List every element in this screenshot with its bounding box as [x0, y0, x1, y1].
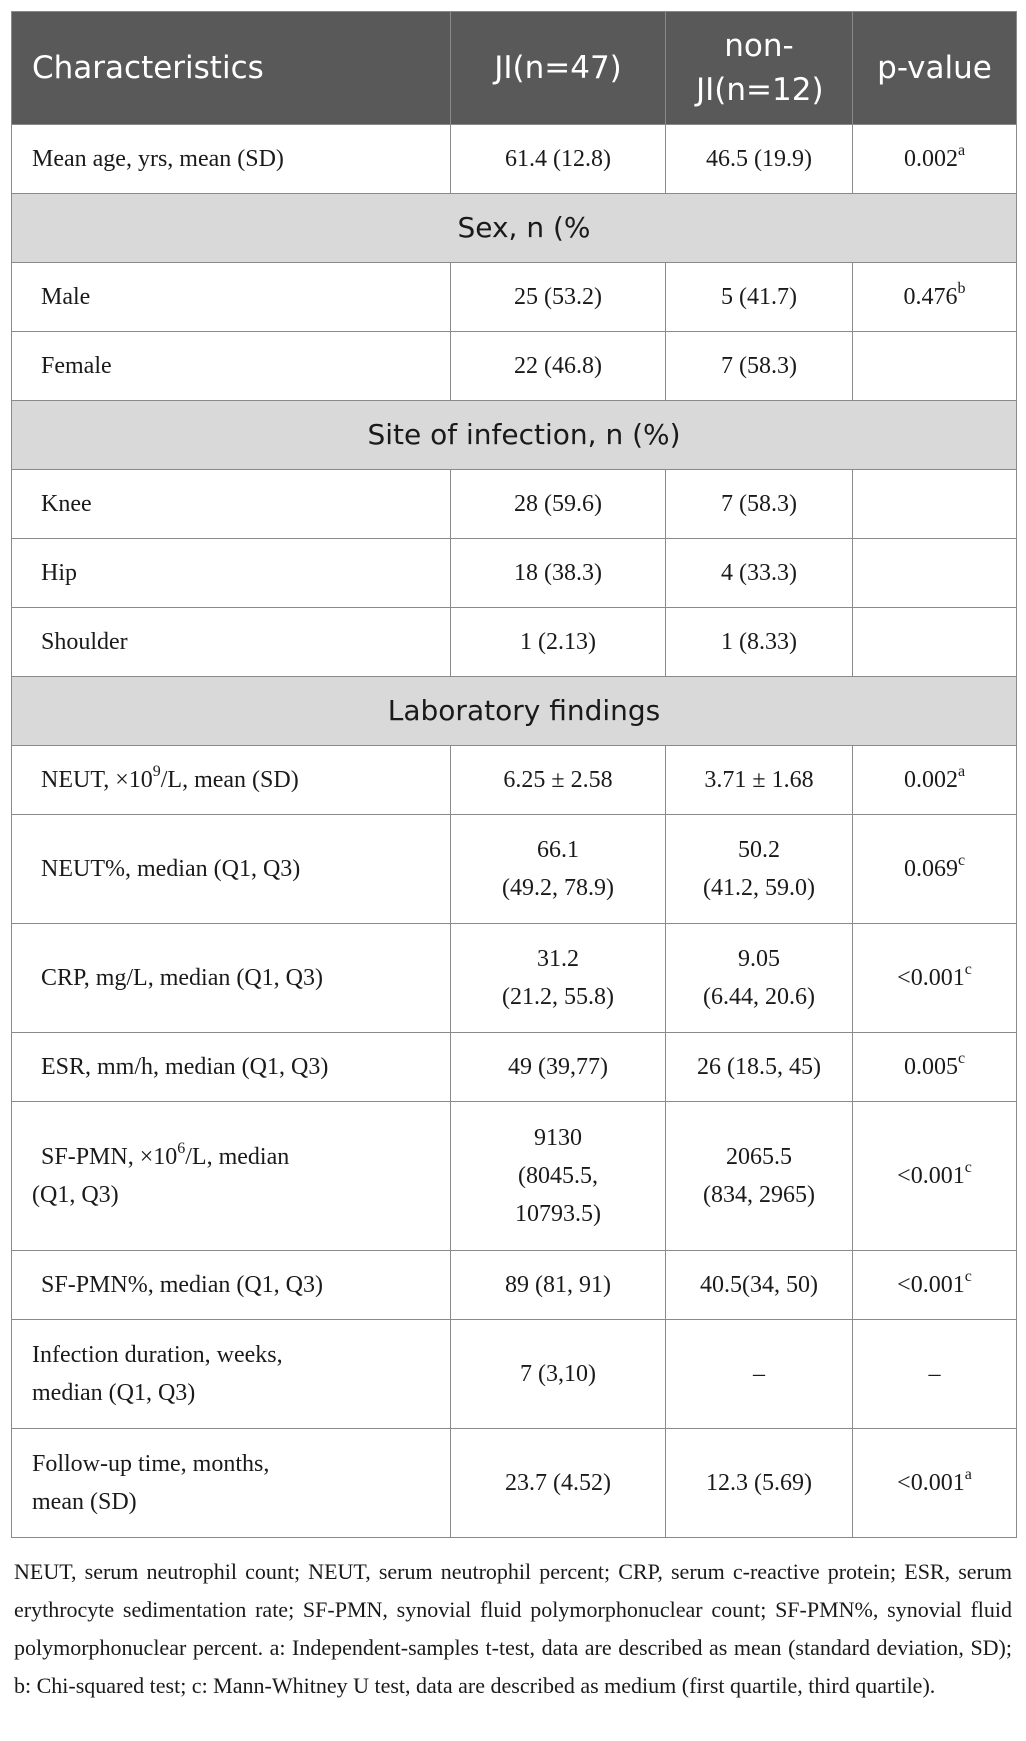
table-row-infection-duration	[12, 1320, 1017, 1429]
p-value-footnote-mark: c	[957, 852, 966, 869]
non-ji-value: 5 (41.7)	[666, 263, 853, 332]
p-value-footnote-mark: c	[957, 1050, 966, 1067]
ji-value: 18 (38.3)	[451, 539, 666, 608]
ji-quartiles: (49.2, 78.9)	[502, 875, 614, 901]
p-value: –	[853, 1320, 1017, 1429]
non-ji-value: –	[666, 1320, 853, 1429]
row-label: CRP, mg/L, median (Q1, Q3)	[12, 924, 451, 1033]
p-value-footnote-mark: a	[957, 142, 966, 159]
p-value-cell	[853, 1429, 1017, 1538]
p-value-cell	[853, 746, 1017, 815]
row-label	[12, 1320, 451, 1429]
table-row-neut-pct	[12, 815, 1017, 924]
non-ji-value: 46.5 (19.9)	[666, 125, 853, 194]
row-label: Male	[12, 263, 451, 332]
p-value-cell	[853, 815, 1017, 924]
ji-quartiles: (8045.5,	[518, 1163, 598, 1189]
p-value-cell	[853, 125, 1017, 194]
p-value	[853, 470, 1017, 539]
non-ji-value: 12.3 (5.69)	[666, 1429, 853, 1538]
header-ji: JI(n=47)	[451, 12, 666, 125]
non-ji-median: 9.05	[738, 946, 780, 972]
ji-value	[451, 924, 666, 1033]
row-label	[12, 1429, 451, 1538]
ji-median: 9130	[534, 1125, 582, 1151]
ji-value: 23.7 (4.52)	[451, 1429, 666, 1538]
table-row-sf-pmn-pct	[12, 1251, 1017, 1320]
p-value: 0.005	[903, 1054, 958, 1080]
p-value	[853, 332, 1017, 401]
row-label: ESR, mm/h, median (Q1, Q3)	[12, 1033, 451, 1102]
ji-value: 28 (59.6)	[451, 470, 666, 539]
non-ji-value: 26 (18.5, 45)	[666, 1033, 853, 1102]
table-row-esr	[12, 1033, 1017, 1102]
table-header-row	[12, 12, 1017, 125]
section-heading: Laboratory findings	[12, 677, 1017, 746]
row-label: SF-PMN%, median (Q1, Q3)	[12, 1251, 451, 1320]
header-characteristics: Characteristics	[12, 12, 451, 125]
table-row-sf-pmn	[12, 1102, 1017, 1251]
ji-value	[451, 1102, 666, 1251]
header-p-value: p-value	[853, 12, 1017, 125]
label-line1: Infection duration, weeks,	[32, 1342, 283, 1368]
p-value: 0.002	[903, 146, 958, 172]
label-line1: Follow-up time, months,	[32, 1451, 270, 1477]
row-label: NEUT%, median (Q1, Q3)	[12, 815, 451, 924]
ji-value: 6.25 ± 2.58	[451, 746, 666, 815]
ji-value: 7 (3,10)	[451, 1320, 666, 1429]
ji-value: 25 (53.2)	[451, 263, 666, 332]
non-ji-value	[666, 1102, 853, 1251]
non-ji-quartiles: (41.2, 59.0)	[703, 875, 815, 901]
ji-value: 49 (39,77)	[451, 1033, 666, 1102]
non-ji-quartiles: (6.44, 20.6)	[703, 984, 815, 1010]
label-exponent: 9	[152, 763, 161, 780]
p-value-footnote-mark: b	[957, 280, 966, 297]
header-non-ji: non-JI(n=12)	[666, 12, 853, 125]
non-ji-median: 2065.5	[726, 1144, 792, 1170]
label-text: NEUT, ×10	[41, 767, 153, 793]
row-label: Hip	[12, 539, 451, 608]
ji-value: 1 (2.13)	[451, 608, 666, 677]
p-value: <0.001	[897, 1470, 965, 1496]
p-value-footnote-mark: c	[964, 961, 972, 978]
ji-value: 22 (46.8)	[451, 332, 666, 401]
p-value: 0.002	[903, 767, 958, 793]
non-ji-value: 1 (8.33)	[666, 608, 853, 677]
p-value-cell	[853, 1033, 1017, 1102]
p-value-footnote-mark: a	[964, 1466, 972, 1483]
p-value-cell	[853, 263, 1017, 332]
label-text-suffix: /L, mean (SD)	[160, 767, 299, 793]
table-row-shoulder	[12, 608, 1017, 677]
row-label	[12, 746, 451, 815]
non-ji-value	[666, 924, 853, 1033]
label-exponent: 6	[177, 1140, 186, 1157]
p-value: 0.069	[903, 856, 958, 882]
table-row-crp	[12, 924, 1017, 1033]
non-ji-value: 3.71 ± 1.68	[666, 746, 853, 815]
p-value-cell	[853, 924, 1017, 1033]
table-row-hip	[12, 539, 1017, 608]
non-ji-value: 7 (58.3)	[666, 470, 853, 539]
ji-median: 31.2	[537, 946, 579, 972]
non-ji-quartiles: (834, 2965)	[703, 1182, 815, 1208]
row-label	[12, 1102, 451, 1251]
label-line2: median (Q1, Q3)	[32, 1380, 196, 1406]
p-value-footnote-mark: c	[964, 1268, 972, 1285]
characteristics-table	[11, 11, 1017, 1538]
ji-quartiles: (21.2, 55.8)	[502, 984, 614, 1010]
non-ji-value: 7 (58.3)	[666, 332, 853, 401]
section-heading: Sex, n (%	[12, 194, 1017, 263]
section-row-laboratory	[12, 677, 1017, 746]
table-row-male	[12, 263, 1017, 332]
label-text-suffix: /L, median	[185, 1144, 290, 1170]
table-row-knee	[12, 470, 1017, 539]
section-row-site	[12, 401, 1017, 470]
p-value: <0.001	[897, 1272, 965, 1298]
row-label: Shoulder	[12, 608, 451, 677]
characteristics-table-container	[11, 11, 1016, 1538]
table-row-female	[12, 332, 1017, 401]
table-row-follow-up	[12, 1429, 1017, 1538]
row-label: Female	[12, 332, 451, 401]
label-text: SF-PMN, ×10	[41, 1144, 178, 1170]
non-ji-value	[666, 815, 853, 924]
section-row-sex	[12, 194, 1017, 263]
p-value: 0.476	[903, 284, 958, 310]
p-value: <0.001	[897, 965, 965, 991]
p-value: <0.001	[897, 1163, 965, 1189]
ji-value	[451, 815, 666, 924]
p-value	[853, 608, 1017, 677]
p-value	[853, 539, 1017, 608]
non-ji-median: 50.2	[738, 837, 780, 863]
table-row-mean-age	[12, 125, 1017, 194]
non-ji-value: 4 (33.3)	[666, 539, 853, 608]
non-ji-value: 40.5(34, 50)	[666, 1251, 853, 1320]
p-value-footnote-mark: a	[957, 763, 966, 780]
label-text-line2: (Q1, Q3)	[32, 1182, 119, 1208]
p-value-cell	[853, 1102, 1017, 1251]
ji-value: 61.4 (12.8)	[451, 125, 666, 194]
p-value-cell	[853, 1251, 1017, 1320]
row-label: Mean age, yrs, mean (SD)	[12, 125, 451, 194]
section-heading: Site of infection, n (%)	[12, 401, 1017, 470]
ji-quartiles-cont: 10793.5)	[515, 1201, 601, 1227]
ji-median: 66.1	[537, 837, 579, 863]
table-footnote: NEUT, serum neutrophil count; NEUT, serum neutrophil percent; CRP, serum c-reactive protein; ESR, serum erythrocyte sedimentation rate; SF-PMN, synovial fluid polymorphonuclear count; SF-PMN%, synovial fluid polymorphonuclear percent. a: Independent-samples t-test, data are described as mean (standard deviation, SD); b: Chi-squared test; c: Mann-Whitney U test, data are described as medium (first quartile, third quartile).	[14, 1559, 1012, 1698]
p-value-footnote-mark: c	[964, 1159, 972, 1176]
ji-value: 89 (81, 91)	[451, 1251, 666, 1320]
table-row-neut	[12, 746, 1017, 815]
label-line2: mean (SD)	[32, 1489, 137, 1515]
row-label: Knee	[12, 470, 451, 539]
